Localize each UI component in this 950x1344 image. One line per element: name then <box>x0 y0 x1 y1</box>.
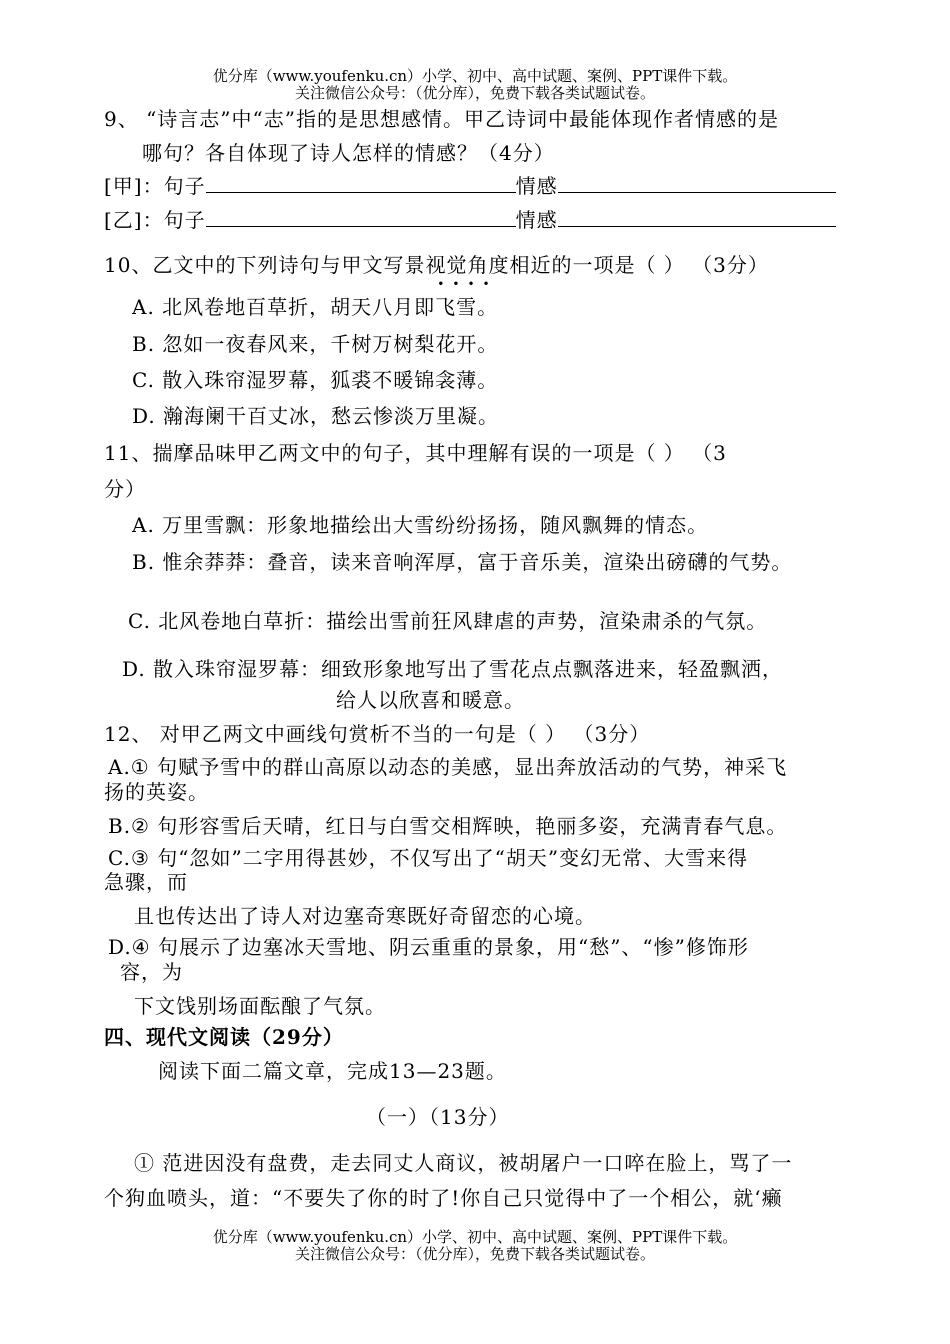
part-1-title: （一）（13分） <box>366 1105 510 1129</box>
q10-option-d: D. 瀚海阑干百丈冰，愁云惨淡万里凝。 <box>132 404 500 428</box>
q10-option-a: A. 北风卷地百草折，胡天八月即飞雪。 <box>132 295 499 319</box>
q10-stem-before: 10、乙文中的下列诗句与甲文写景 <box>104 253 426 277</box>
q12-option-d-line-1: D.④ 句展示了边塞冰天雪地、阴云重重的景象，用“愁”、“惨”修饰形 <box>108 935 749 959</box>
q12-option-a-line-2: 扬的英姿。 <box>104 780 209 804</box>
q9-yi-label: [乙]：句子 <box>104 208 206 232</box>
q9-jia-emotion-label: 情感 <box>515 174 558 198</box>
q11-stem: 11、揣摩品味甲乙两文中的句子，其中理解有误的一项是（ ） （3 <box>104 441 727 465</box>
q9-yi-emotion-blank[interactable] <box>558 206 836 227</box>
footer-line-1: 优分库（www.youfenku.cn）小学、初中、高中试题、案例、PPT课件下载。 <box>212 1228 738 1246</box>
header-line-2: 关注微信公众号：（优分库），免费下载各类试题试卷。 <box>294 84 655 102</box>
q9-jia-label: [甲]：句子 <box>104 174 206 198</box>
q12-stem: 12、 对甲乙两文中画线句赏析不当的一句是（ ） （3分） <box>104 722 651 746</box>
q9-jia-row <box>104 172 836 199</box>
q12-option-c-line-1: C.③ 句“忽如”二字用得甚妙，不仅写出了“胡天”变幻无常、大雪来得 <box>108 846 749 870</box>
q10-stem <box>104 252 769 291</box>
q9-jia-emotion-blank[interactable] <box>558 172 836 193</box>
q11-option-b: B. 惟余莽莽：叠音，读来音响浑厚，富于音乐美，渲染出磅礴的气势。 <box>132 550 793 574</box>
footer-line-2: 关注微信公众号：（优分库），免费下载各类试题试卷。 <box>294 1245 655 1263</box>
q9-stem-line-1: 9、 “诗言志”中“志”指的是思想感情。甲乙诗词中最能体现作者情感的是 <box>104 107 779 131</box>
q10-stem-after: 相近的一项是（ ） （3分） <box>509 253 769 277</box>
q9-yi-sentence-blank[interactable] <box>206 206 516 227</box>
header-line-1: 优分库（www.youfenku.cn）小学、初中、高中试题、案例、PPT课件下载。 <box>212 67 738 85</box>
q10-option-b: B. 忽如一夜春风来，千树万树梨花开。 <box>132 332 499 356</box>
paragraph-1-line-1: ① 范进因没有盘费，走去同丈人商议，被胡屠户一口啐在脸上，骂了一 <box>134 1151 793 1175</box>
q12-option-b: B.② 句形容雪后天晴，红日与白雪交相辉映，艳丽多姿，充满青春气息。 <box>108 814 788 838</box>
q10-emphasis-word: 视觉角度 •••• <box>425 253 510 291</box>
q11-option-a: A. 万里雪飘：形象地描绘出大雪纷纷扬扬，随风飘舞的情态。 <box>132 513 709 537</box>
q10-option-c: C. 散入珠帘湿罗幕，狐裘不暖锦衾薄。 <box>132 368 499 392</box>
section-4-intro: 阅读下面二篇文章，完成13—23题。 <box>158 1059 507 1083</box>
q11-stem-cont: 分） <box>104 477 146 501</box>
paragraph-1-line-2: 个狗血喷头，道：“不要失了你的时了!你自己只觉得中了一个相公，就‘癞 <box>104 1186 783 1210</box>
q12-option-c-line-2: 急骤，而 <box>104 870 188 894</box>
q9-yi-row <box>104 206 836 233</box>
q12-option-d-line-2: 容，为 <box>120 960 183 984</box>
q9-yi-emotion-label: 情感 <box>515 208 558 232</box>
q12-option-a-line-1: A.① 句赋予雪中的群山高原以动态的美感，显出奔放活动的气势，神采飞 <box>108 755 788 779</box>
emphasis-dots-icon: •••• <box>437 277 498 291</box>
q11-option-d-cont: 给人以欣喜和暖意。 <box>336 688 525 712</box>
q9-jia-sentence-blank[interactable] <box>206 172 516 193</box>
q12-option-d-line-3: 下文饯别场面酝酿了气氛。 <box>134 994 386 1018</box>
q12-option-c-line-3: 且也传达出了诗人对边塞奇寒既好奇留恋的心境。 <box>134 904 596 928</box>
q11-option-d: D. 散入珠帘湿罗幕：细致形象地写出了雪花点点飘落进来，轻盈飘洒， <box>122 657 784 681</box>
section-4-title: 四、现代文阅读（29分） <box>104 1025 344 1049</box>
q11-option-c: C. 北风卷地白草折：描绘出雪前狂风肆虐的声势，渲染肃杀的气氛。 <box>128 609 768 633</box>
q9-stem-line-2: 哪句？各自体现了诗人怎样的情感？（4分） <box>142 141 555 165</box>
